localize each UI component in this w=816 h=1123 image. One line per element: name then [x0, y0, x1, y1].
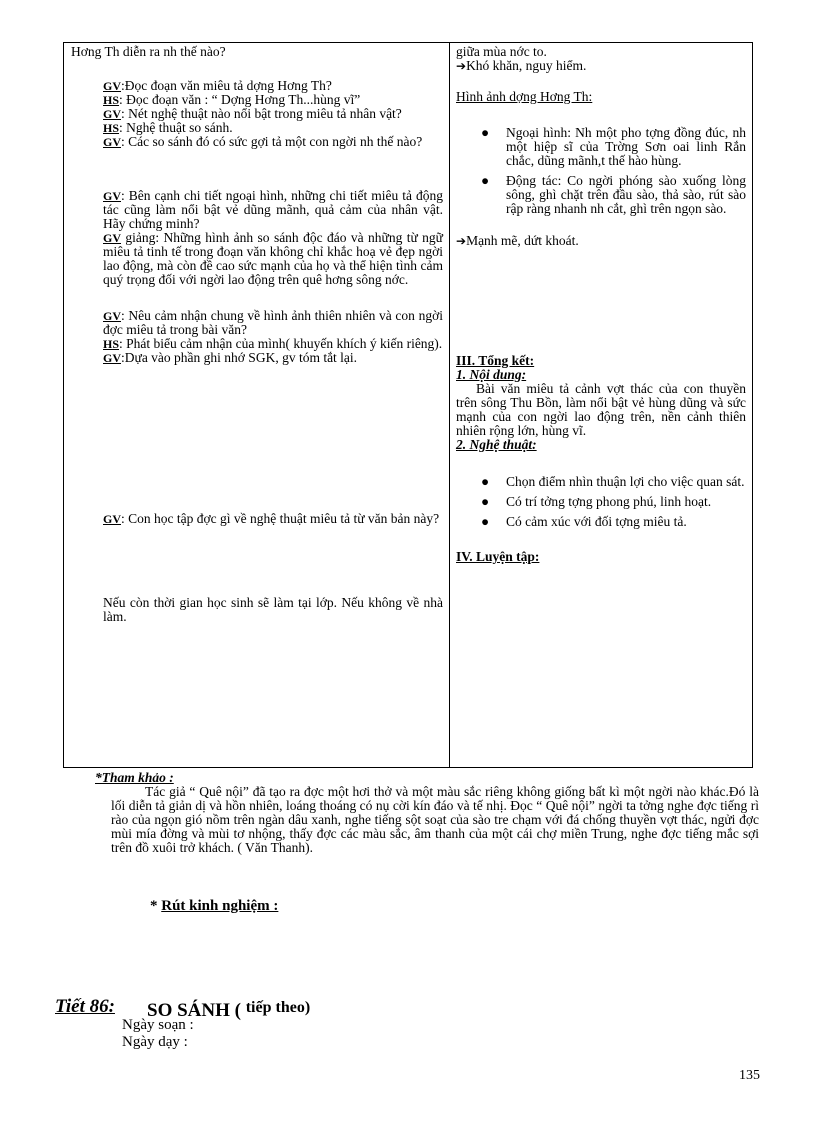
hs-answer-3 [71, 337, 443, 351]
hs-label: HS [103, 337, 120, 351]
teaching-date: Ngày dạy : [122, 1034, 188, 1050]
section-practice-heading: IV. Luyện tập: [456, 549, 540, 564]
gv-question-text: : Nét nghệ thuật nào nổi bật trong miêu tả nhân vật? [121, 106, 402, 121]
bullet-text: Động tác: Co ngời phóng sào xuống lòng sông, ghì chặt trên đầu sào, thả sào, rút sào rập ràng nhanh nh cắt, ghì trên ngọn sào. [506, 173, 746, 216]
gv-question-5 [71, 309, 443, 337]
right-conclusion-1 [456, 59, 746, 73]
gv-lecture-text: giảng: Những hình ảnh so sánh độc đáo và những từ ngữ miêu tả tinh tế trong đoạn văn không chỉ khắc hoạ vẻ đẹp ngời lao động, mà còn đề cao sức mạnh của họ và thể hiện tình cảm quý trọng đối với ngời lao động trên quê hơng sông nớc. [103, 230, 443, 287]
lesson-number: Tiết 86: [55, 996, 115, 1017]
bullet-icon: ● [481, 474, 490, 489]
subsection-art-heading: 2. Nghệ thuật: [456, 437, 537, 452]
hs-answer-text: : Đọc đoạn văn : “ Dợng Hơng Th...hùng vĩ” [119, 92, 361, 107]
figure-heading [456, 90, 746, 104]
hs-label: HS [103, 121, 120, 135]
bullet-icon: ● [481, 173, 490, 188]
homework-note: Nếu còn thời gian học sinh sẽ làm tại lớp. Nếu không về nhà làm. [103, 595, 443, 624]
bullet-text: Ngoại hình: Nh một pho tợng đồng đúc, nh một hiệp sĩ của Trờng Sơn oai linh Rắn chắc, dũng mãnh,t thế hào hùng. [506, 125, 746, 168]
gv-summary-text: :Dựa vào phần ghi nhớ SGK, gv tóm tắt lại. [121, 350, 358, 365]
reference-block [95, 771, 759, 855]
gv-label: GV [103, 135, 121, 149]
bullet-text: Chọn điểm nhìn thuận lợi cho việc quan sát. [506, 474, 745, 489]
bullet-art-1 [456, 475, 746, 489]
bullet-icon: ● [481, 494, 490, 509]
gv-question-text: : Nêu cảm nhận chung về hình ảnh thiên nhiên và con ngời đợc miêu tả trong bài văn? [103, 308, 443, 337]
arrow-right-icon: ➔ [456, 234, 467, 248]
page-number: 135 [739, 1068, 760, 1083]
gv-label: GV [103, 231, 121, 245]
reference-text: Tác giả “ Quê nội” đã tạo ra đợc một hơi thở và một màu sắc riêng không giống bất kì một ngời nào khác.Đó là lối diễn tả giản dị và hồn nhiên, loáng thoáng có nụ cời kín đáo và tế nhị. Đọc “ Quê nội” ngời ta tởng nghe đợc tiếng rì rào của ngọn gió nồm trên ngàn dâu xanh, nghe tiếng sột soạt của sào tre chạm với đá chống thuyền vợt thác, ngửi đợc mùi mía đờng và mùi tơ nhộng, thấy đợc các màu sắc, âm thanh của một cái chợ miền Trung, nghe đợc tiếng mắc sợi trên đồ xuôi trở khách. ( Văn Thanh). [111, 784, 759, 855]
hs-answer-1 [71, 93, 443, 107]
gv-question-6 [71, 512, 443, 526]
bullet-action [456, 174, 746, 216]
table-column-divider [449, 42, 450, 768]
reference-label: *Tham khảo : [95, 770, 174, 785]
gv-question-3 [71, 135, 443, 149]
rut-label: Rút kinh nghiệm : [161, 898, 279, 914]
bullet-art-3 [456, 515, 746, 529]
content-summary: Bài văn miêu tả cảnh vợt thác của con thuyền trên sông Thu Bồn, làm nổi bật vẻ hùng dũng và sức mạnh của con ngời lao động trên, nền cảnh thiên nhiên rộng lớn, hùng vĩ. [456, 381, 746, 438]
right-conclusion-2 [456, 234, 746, 248]
conclusion-text: Khó khăn, nguy hiểm. [466, 58, 587, 73]
gv-question-text: : Các so sánh đó có sức gợi tả một con ngời nh thế nào? [121, 134, 423, 149]
content-column [456, 45, 746, 564]
arrow-right-icon: ➔ [456, 59, 467, 73]
section-summary-heading: III. Tổng kết: [456, 353, 535, 368]
gv-question-text: : Con học tập đợc gì về nghệ thuật miêu tả từ văn bản này? [121, 511, 440, 526]
bullet-icon: ● [481, 125, 490, 140]
teacher-activity-column [71, 45, 443, 624]
subsection-content-heading: 1. Nội dung: [456, 367, 527, 382]
right-line-1: giữa mùa nớc to. [456, 44, 547, 59]
gv-summary [71, 351, 443, 365]
prepared-date: Ngày soạn : [122, 1017, 194, 1033]
gv-label: GV [103, 309, 121, 323]
rut-kinh-nghiem-heading [150, 898, 278, 915]
bullet-icon: ● [481, 514, 490, 529]
hs-answer-text: : Phát biểu cảm nhận của mình( khuyến khích ý kiến riêng). [119, 336, 443, 351]
lesson-title-sub: tiếp theo) [245, 999, 311, 1016]
bullet-art-2 [456, 495, 746, 509]
gv-label: GV [103, 512, 121, 526]
gv-question-2 [71, 107, 443, 121]
gv-question-1 [71, 79, 443, 93]
left-line-1: Hơng Th diễn ra nh thế nào? [71, 44, 226, 59]
lesson-title-main: SO SÁNH ( [147, 1000, 246, 1021]
bullet-text: Có trí tởng tợng phong phú, linh hoạt. [506, 494, 712, 509]
bullet-text: Có cảm xúc với đối tợng miêu tả. [506, 514, 687, 529]
hs-answer-text: : Nghệ thuật so sánh. [119, 120, 233, 135]
gv-question-4 [71, 189, 443, 231]
gv-label: GV [103, 189, 121, 203]
conclusion-text: Mạnh mẽ, dứt khoát. [466, 233, 579, 248]
hs-answer-2 [71, 121, 443, 135]
gv-lecture [71, 231, 443, 287]
hs-label: HS [103, 93, 120, 107]
gv-label: GV [103, 79, 121, 93]
gv-label: GV [103, 351, 121, 365]
gv-question-text: : Bên cạnh chi tiết ngoại hình, những chi tiết miêu tả động tác cũng làm nổi bật vẻ dũng mãnh, quả cảm của nhân vật. Hãy chứng minh? [103, 188, 443, 231]
gv-question-text: :Đọc đoạn văn miêu tả dợng Hơng Th? [121, 78, 332, 93]
figure-heading-text: Hình ảnh dợng Hơng Th: [456, 89, 593, 104]
bullet-appearance [456, 126, 746, 168]
rut-star: * [150, 898, 162, 914]
gv-label: GV [103, 107, 121, 121]
reference-label-line [95, 771, 759, 785]
